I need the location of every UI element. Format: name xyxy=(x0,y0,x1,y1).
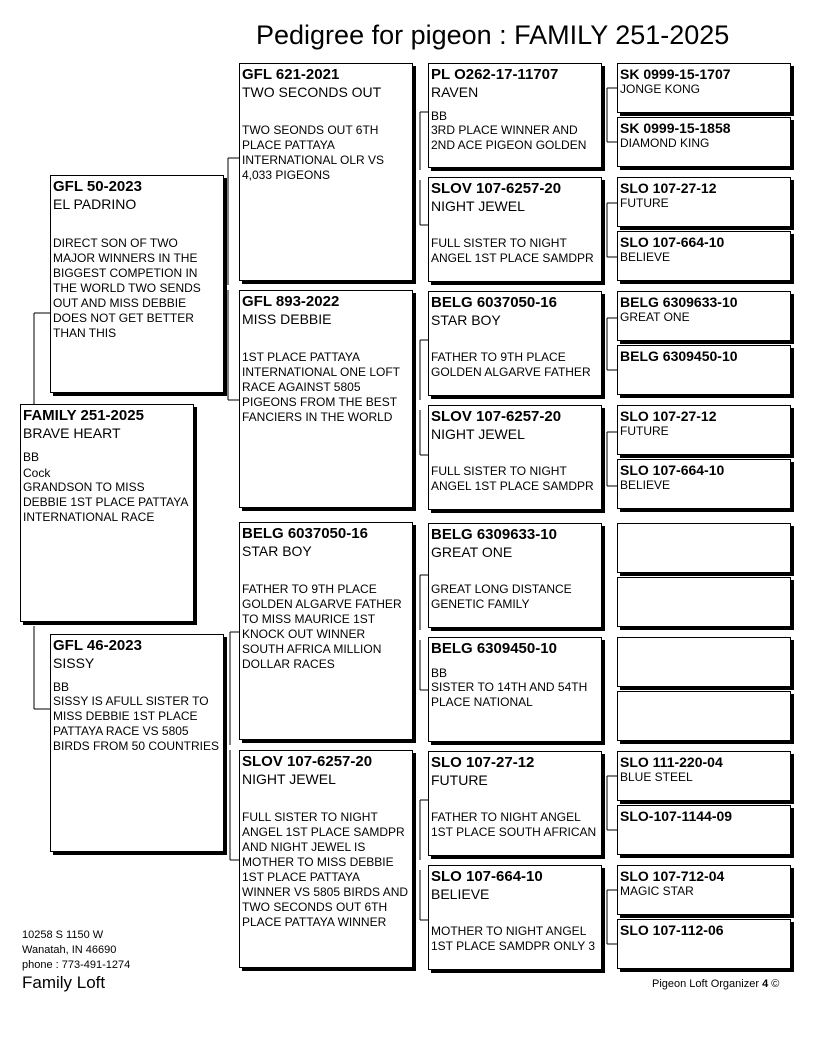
pigeon-card-gen5[interactable] xyxy=(617,691,791,741)
pigeon-card-gen5[interactable] xyxy=(617,805,791,855)
pigeon-notes: FULL SISTER TO NIGHT ANGEL 1ST PLACE SAMDPR xyxy=(431,236,594,265)
ring-number: GFL 46-2023 xyxy=(53,637,142,654)
pigeon-name: RAVEN xyxy=(431,84,479,100)
pigeon-name: BRAVE HEART xyxy=(23,425,121,441)
ring-number: SLO 111-220-04 xyxy=(620,754,723,770)
pigeon-name: NIGHT JEWEL xyxy=(431,426,525,442)
pigeon-card-subject[interactable] xyxy=(20,404,194,622)
ring-number: GFL 50-2023 xyxy=(53,178,142,195)
ring-number: SLO 107-712-04 xyxy=(620,868,725,884)
loft-address xyxy=(22,928,130,973)
pigeon-card-dam[interactable] xyxy=(50,634,224,852)
pigeon-card-gen5[interactable] xyxy=(617,231,791,281)
pigeon-card-gen5[interactable] xyxy=(617,117,791,167)
ring-number: BELG 6037050-16 xyxy=(431,294,557,311)
pigeon-card-gen4[interactable] xyxy=(428,637,602,742)
loft-name: Family Loft xyxy=(22,973,106,992)
pigeon-notes: 1ST PLACE PATTAYA INTERNATIONAL ONE LOFT RACE AGAINST 5805 PIGEONS FROM THE BEST FANCIERS IN THE WORLD xyxy=(242,350,400,424)
pigeon-color: BB xyxy=(23,450,40,464)
ring-number: BELG 6037050-16 xyxy=(242,525,368,542)
pigeon-notes: FATHER TO NIGHT ANGEL 1ST PLACE SOUTH AFRICAN xyxy=(431,810,597,839)
pigeon-card-gen5[interactable] xyxy=(617,63,791,113)
ring-number: GFL 621-2021 xyxy=(242,66,340,83)
pigeon-card-gen5[interactable] xyxy=(617,345,791,395)
pigeon-name: MAGIC STAR xyxy=(620,884,694,898)
copyright-symbol: © xyxy=(771,978,780,990)
page-title: Pedigree for pigeon : FAMILY 251-2025 xyxy=(256,20,730,50)
pigeon-card-gen5[interactable] xyxy=(617,637,791,687)
pigeon-name: MISS DEBBIE xyxy=(242,311,332,327)
ring-number: FAMILY 251-2025 xyxy=(23,407,144,424)
pigeon-card-gen5[interactable] xyxy=(617,523,791,573)
pigeon-name: BLUE STEEL xyxy=(620,770,693,784)
ring-number: SLO 107-664-10 xyxy=(431,868,543,885)
ring-number: BELG 6309633-10 xyxy=(620,294,738,310)
ring-number: BELG 6309450-10 xyxy=(431,640,557,657)
ring-number: SLO 107-664-10 xyxy=(620,462,725,478)
pigeon-card-gen4[interactable] xyxy=(428,63,602,168)
pigeon-card-gen5[interactable] xyxy=(617,177,791,227)
pigeon-name: GREAT ONE xyxy=(431,544,513,560)
pigeon-name: SISSY xyxy=(53,655,95,671)
pigeon-notes: FULL SISTER TO NIGHT ANGEL 1ST PLACE SAMDPR AND NIGHT JEWEL IS MOTHER TO MISS DEBBIE 1ST PLACE PATTAYA WINNER VS 5805 BIRDS AND TWO SECONDS OUT 6TH PLACE PATTAYA WINNER xyxy=(242,810,409,929)
pigeon-name: STAR BOY xyxy=(431,312,501,328)
pigeon-card-gen4[interactable] xyxy=(428,751,602,856)
ring-number: BELG 6309450-10 xyxy=(620,348,738,364)
pigeon-name: GREAT ONE xyxy=(620,310,690,324)
ring-number: SK 0999-15-1707 xyxy=(620,66,731,82)
ring-number: PL O262-17-11707 xyxy=(431,66,559,83)
pigeon-card-gen5[interactable] xyxy=(617,405,791,455)
pigeon-card-gen5[interactable] xyxy=(617,865,791,915)
ring-number: SLOV 107-6257-20 xyxy=(431,180,562,197)
ring-number: SLOV 107-6257-20 xyxy=(431,408,562,425)
pigeon-card-gen5[interactable] xyxy=(617,751,791,801)
pigeon-notes: FATHER TO 9TH PLACE GOLDEN ALGARVE FATHER xyxy=(431,350,591,379)
software-name: Pigeon Loft Organizer xyxy=(652,978,760,990)
ring-number: SLO 107-27-12 xyxy=(620,408,717,424)
pigeon-name: BELIEVE xyxy=(431,886,490,902)
ring-number: GFL 893-2022 xyxy=(242,293,340,310)
ring-number: SK 0999-15-1858 xyxy=(620,120,731,136)
ring-number: SLO-107-1144-09 xyxy=(620,808,733,824)
pigeon-color: BB xyxy=(53,680,70,694)
pigeon-card-gen4[interactable] xyxy=(428,865,602,970)
pigeon-name: FUTURE xyxy=(431,772,488,788)
pigeon-notes: SISTER TO 14TH AND 54TH PLACE NATIONAL xyxy=(431,680,588,709)
pigeon-notes: GRANDSON TO MISS DEBBIE 1ST PLACE PATTAYA INTERNATIONAL RACE xyxy=(23,480,188,524)
pigeon-sex: Cock xyxy=(23,466,51,480)
address-line-1: 10258 S 1150 W xyxy=(22,929,104,941)
pigeon-card-gen4[interactable] xyxy=(428,291,602,396)
pigeon-card-gen5[interactable] xyxy=(617,919,791,969)
ring-number: BELG 6309633-10 xyxy=(431,526,557,543)
pigeon-card-gen5[interactable] xyxy=(617,291,791,341)
ring-number: SLO 107-27-12 xyxy=(431,754,535,771)
pigeon-notes: MOTHER TO NIGHT ANGEL 1ST PLACE SAMDPR ONLY 3 xyxy=(431,924,596,953)
pigeon-notes: 3RD PLACE WINNER AND 2ND ACE PIGEON GOLDEN xyxy=(431,123,587,152)
pigeon-notes: GREAT LONG DISTANCE GENETIC FAMILY xyxy=(431,582,572,611)
pigeon-card-gen4[interactable] xyxy=(428,405,602,510)
pigeon-card-gen4[interactable] xyxy=(428,523,602,628)
pigeon-name: NIGHT JEWEL xyxy=(242,771,336,787)
ring-number: SLOV 107-6257-20 xyxy=(242,753,373,770)
pigeon-card-sire-dam[interactable] xyxy=(239,290,413,508)
pigeon-notes: FULL SISTER TO NIGHT ANGEL 1ST PLACE SAMDPR xyxy=(431,464,594,493)
pigeon-name: STAR BOY xyxy=(242,543,312,559)
software-credit xyxy=(652,977,779,991)
ring-number: SLO 107-664-10 xyxy=(620,234,725,250)
pigeon-card-sire-sire[interactable] xyxy=(239,63,413,281)
pigeon-notes: TWO SEONDS OUT 6TH PLACE PATTAYA INTERNATIONAL OLR VS 4,033 PIGEONS xyxy=(242,123,385,182)
address-line-2: Wanatah, IN 46690 xyxy=(22,944,117,956)
pigeon-card-dam-dam[interactable] xyxy=(239,750,413,968)
pigeon-notes: FATHER TO 9TH PLACE GOLDEN ALGARVE FATHER TO MISS MAURICE 1ST KNOCK OUT WINNER SOUTH AFRICA MILLION DOLLAR RACES xyxy=(242,582,402,671)
pigeon-card-dam-sire[interactable] xyxy=(239,522,413,740)
phone-number: phone : 773-491-1274 xyxy=(22,959,131,971)
pigeon-card-gen5[interactable] xyxy=(617,459,791,509)
pigeon-notes: DIRECT SON OF TWO MAJOR WINNERS IN THE BIGGEST COMPETION IN THE WORLD TWO SENDS OUT AND MISS DEBBIE DOES NOT GET BETTER THAN THIS xyxy=(53,236,201,340)
pigeon-name: DIAMOND KING xyxy=(620,136,710,150)
ring-number: SLO 107-27-12 xyxy=(620,180,717,196)
pigeon-name: JONGE KONG xyxy=(620,82,701,96)
pigeon-name: TWO SECONDS OUT xyxy=(242,84,382,100)
pigeon-name: NIGHT JEWEL xyxy=(431,198,525,214)
pigeon-color: BB xyxy=(431,666,448,680)
pigeon-name: EL PADRINO xyxy=(53,196,137,212)
pigeon-name: BELIEVE xyxy=(620,250,671,264)
pigeon-card-gen5[interactable] xyxy=(617,577,791,627)
pigeon-name: BELIEVE xyxy=(620,478,671,492)
pigeon-card-gen4[interactable] xyxy=(428,177,602,282)
pigeon-card-sire[interactable] xyxy=(50,175,224,393)
pigeon-color: BB xyxy=(431,109,448,123)
pigeon-name: FUTURE xyxy=(620,196,669,210)
software-version: 4 xyxy=(762,978,769,990)
pigeon-name: FUTURE xyxy=(620,424,669,438)
ring-number: SLO 107-112-06 xyxy=(620,922,724,938)
pigeon-notes: SISSY IS AFULL SISTER TO MISS DEBBIE 1ST PLACE PATTAYA RACE VS 5805 BIRDS FROM 50 COUNTRIES xyxy=(53,694,220,753)
